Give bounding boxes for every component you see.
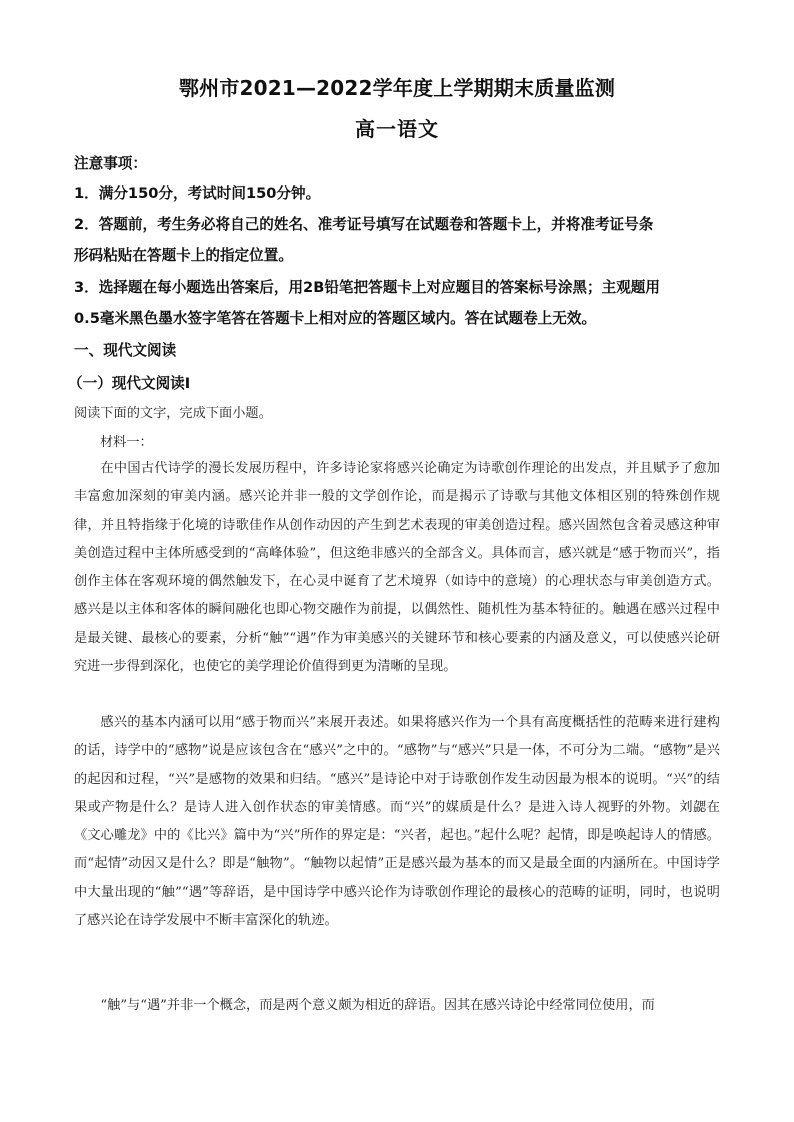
material-label: 材料一： <box>100 435 153 450</box>
paragraph-2: 感兴的基本内涵可以用“感于物而兴”来展开表述。如果将感兴作为一个具有高度概括性的范畴来进行建构的话，诗学中的“感物”说是应该包含在“感兴”之中的。“感物”与“感兴”只是一体，不可分为二端。“感物”是兴的起因和过程，“兴”是感物的效果和归结。“感兴”是诗论中对于诗歌创作发生动因最为根本的说明。“兴”的结果或产物是什么？是诗人进入创作状态的审美情感。而“兴”的媒质是什么？是进入诗人视野的外物。刘勰在《文心雕龙》中的《比兴》篇中为“兴”所作的界定是：“兴者，起也。”起什么呢？起情，即是唤起诗人的情感。而“起情”动因又是什么？即是“触物”。“触物以起情”正是感兴最为基本的而又是最全面的内涵所在。中国诗学中大量出现的“触”“遇”等辞语，是中国诗学中感兴论作为诗歌创作理论的最核心的范畴的证明，同时，也说明了感兴论在诗学发展中不断丰富深化的轨迹。 <box>74 715 720 929</box>
subsection-heading: （一）现代文阅读Ⅰ <box>68 375 191 392</box>
notice-heading: 注意事项： <box>74 155 147 172</box>
exam-subject: 高一语文 <box>355 117 439 141</box>
notice-item-1: 1．满分150分，考试时间150分钟。 <box>74 185 321 202</box>
paragraph-1: 在中国古代诗学的漫长发展历程中，许多诗论家将感兴论确定为诗歌创作理论的出发点，并且赋予了愈加丰富愈加深刻的审美内涵。感兴论并非一般的文学创作论，而是揭示了诗歌与其他文体相区别的特殊创作规律，并且特指缘于化境的诗歌佳作从创作动因的产生到艺术表现的审美创造过程。感兴固然包含着灵感这种审美创造过程中主体所感受到的“高峰体验”，但这绝非感兴的全部含义。具体而言，感兴就是“感于物而兴”，指创作主体在客观环境的偶然触发下，在心灵中诞育了艺术境界（如诗中的意境）的心理状态与审美创造方式。感兴是以主体和客体的瞬间融化也即心物交融作为前提，以偶然性、随机性为基本特征的。触遇在感兴过程中是最关键、最核心的要素，分析“触”“遇”作为审美感兴的关键环节和核心要素的内涵及意义，可以使感兴论研究进一步得到深化，也使它的美学理论价值得到更为清晰的呈现。 <box>74 461 720 675</box>
notice-item-2-line-1: 2．答题前，考生务必将自己的姓名、准考证号填写在试题卷和答题卡上，并将准考证号条 <box>74 216 654 233</box>
exam-title: 鄂州市2021—2022学年度上学期期末质量监测 <box>178 76 616 100</box>
section-heading: 一、现代文阅读 <box>74 342 177 359</box>
paragraph-3: “触”与“遇”并非一个概念，而是两个意义颇为相近的辞语。因其在感兴诗论中经常同位使用，而 <box>100 998 655 1013</box>
notice-item-3-line-2: 0.5毫米黑色墨水签字笔答在答题卡上相对应的答题区域内。答在试题卷上无效。 <box>74 310 597 327</box>
reading-instruction: 阅读下面的文字，完成下面小题。 <box>74 406 272 421</box>
notice-item-2-line-2: 形码粘贴在答题卡上的指定位置。 <box>74 247 293 264</box>
notice-item-3-line-1: 3．选择题在每小题选出答案后，用2B铅笔把答题卡上对应题目的答案标号涂黑；主观题用 <box>74 279 660 296</box>
